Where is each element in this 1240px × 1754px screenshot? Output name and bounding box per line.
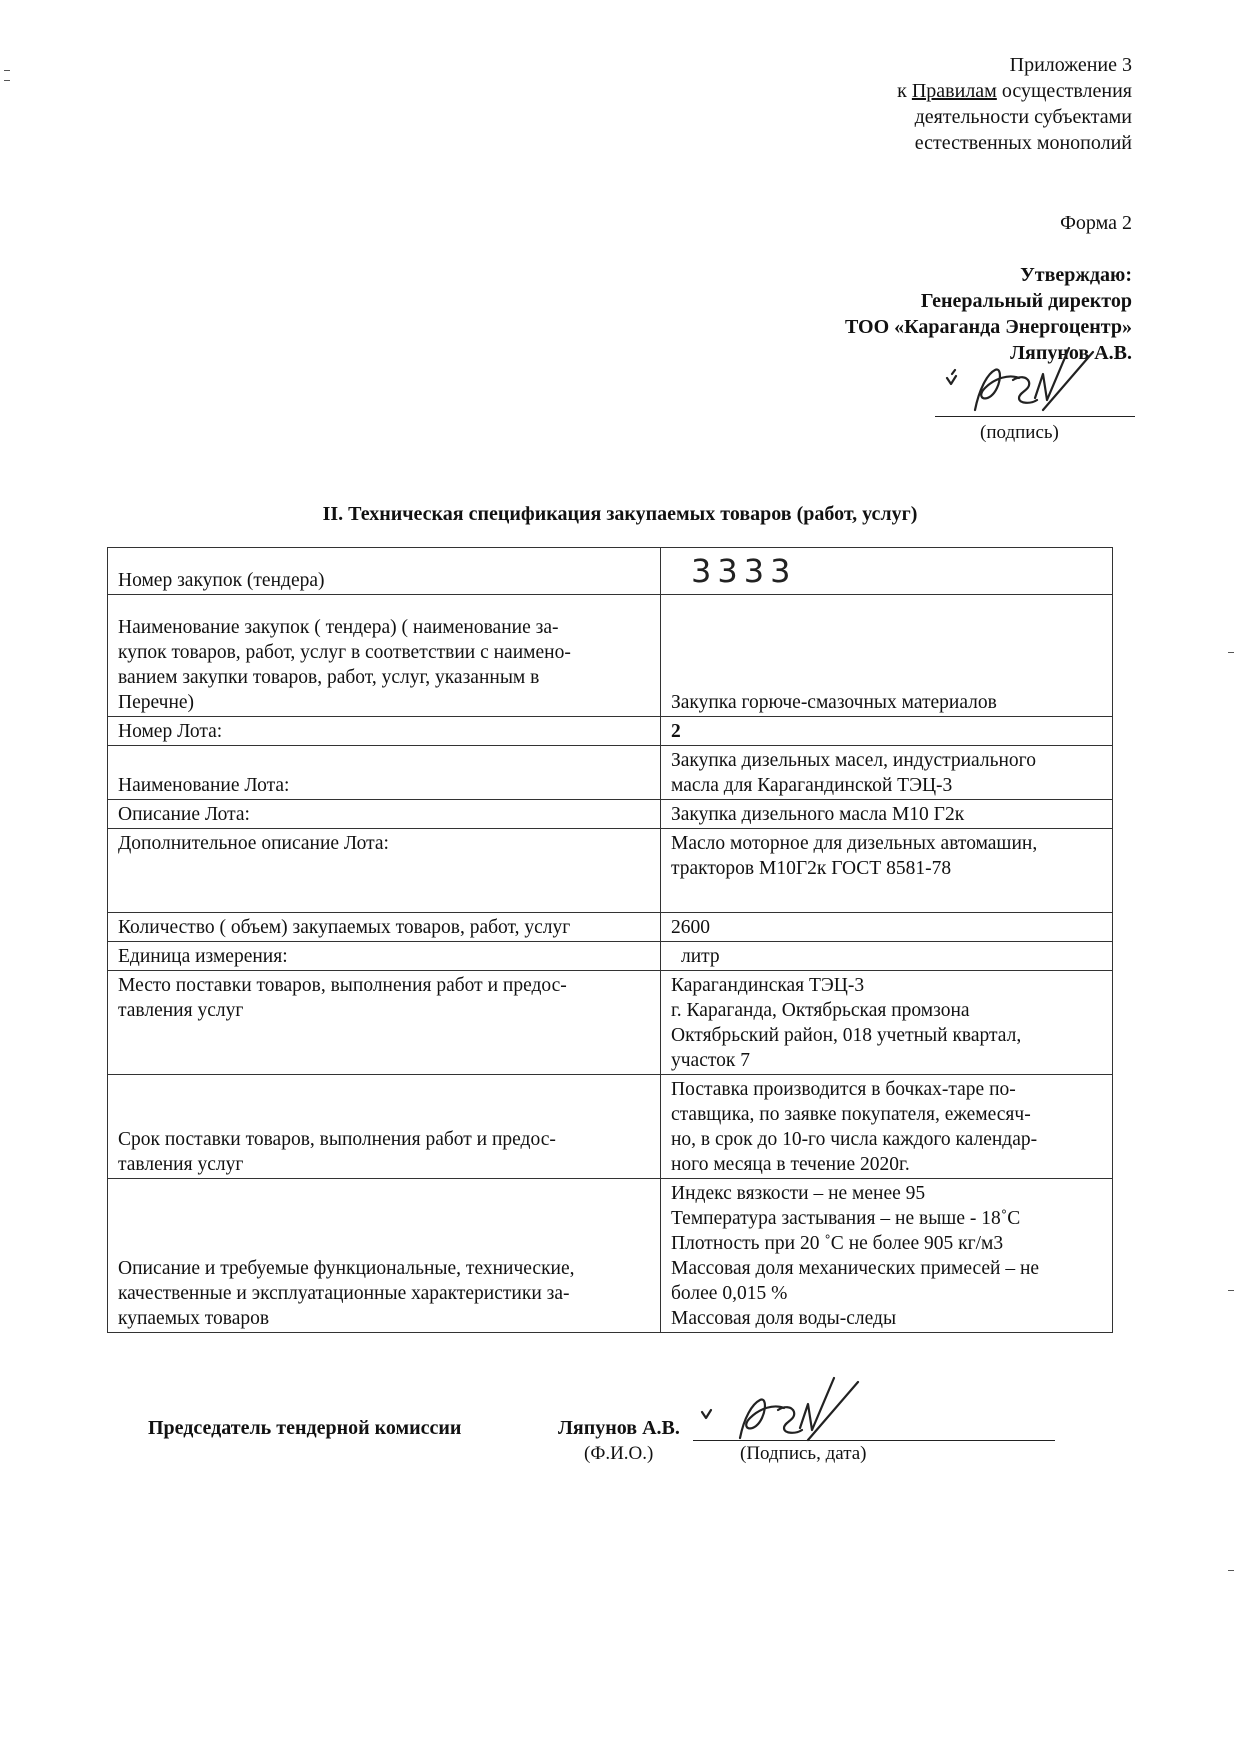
row-label: Описание Лота: <box>108 800 661 829</box>
row-label: Наименование Лота: <box>108 746 661 800</box>
appendix-line-4: естественных монополий <box>914 132 1132 154</box>
row-value-line: Плотность при 20 ˚С не более 905 кг/м3 <box>671 1233 1004 1254</box>
row-value-line: Массовая доля механических примесей – не <box>671 1258 1040 1279</box>
row-value-line: но, в срок до 10-го числа каждого календар- <box>671 1129 1038 1150</box>
table-row <box>108 829 1113 913</box>
row-label-line: купок товаров, работ, услуг в соответствии с наимено- <box>118 642 571 663</box>
row-value-line: Закупка дизельных масел, индустриального <box>671 750 1036 771</box>
director-signature <box>935 340 1115 435</box>
specification-table <box>107 547 1113 1333</box>
row-value: литр <box>661 942 1113 971</box>
row-label-line: купаемых товаров <box>118 1308 270 1329</box>
table-row <box>108 548 1113 595</box>
row-value: 2600 <box>661 913 1113 942</box>
row-label-line: Перечне) <box>118 692 195 713</box>
margin-mark <box>4 80 10 81</box>
table-row <box>108 595 1113 717</box>
row-value-line: г. Караганда, Октябрьская промзона <box>671 1000 970 1021</box>
table-row <box>108 1179 1113 1333</box>
rules-link: Правилам <box>911 80 997 102</box>
row-value <box>661 746 1113 800</box>
approval-line-3: ТОО «Караганда Энергоцентр» <box>844 316 1132 338</box>
row-value-line: более 0,015 % <box>671 1283 788 1304</box>
fio-caption: (Ф.И.О.) <box>584 1443 654 1464</box>
row-value: Закупка дизельного масла М10 Г2к <box>661 800 1113 829</box>
appendix-prefix: к <box>897 80 912 102</box>
commission-chair-label: Председатель тендерной комиссии <box>148 1417 462 1439</box>
table-row <box>108 913 1113 942</box>
row-value <box>661 971 1113 1075</box>
row-value-line: Поставка производится в бочках-таре по- <box>671 1079 1016 1100</box>
row-value-line: Октябрьский район, 018 учетный квартал, <box>671 1025 1022 1046</box>
form-label: Форма 2 <box>1060 212 1132 234</box>
row-label-line: Срок поставки товаров, выполнения работ и предос- <box>118 1129 556 1150</box>
row-label: Номер Лота: <box>108 717 661 746</box>
margin-mark <box>4 70 10 71</box>
table-row <box>108 717 1113 746</box>
sign-date-caption: (Подпись, дата) <box>740 1443 867 1464</box>
row-label <box>108 1179 661 1333</box>
document-title: II. Техническая спецификация закупаемых товаров (работ, услуг) <box>322 503 918 525</box>
row-label: Количество ( объем) закупаемых товаров, работ, услуг <box>108 913 661 942</box>
table-row <box>108 800 1113 829</box>
row-label: Номер закупок (тендера) <box>108 548 661 595</box>
approval-line-2: Генеральный директор <box>920 290 1132 312</box>
table-row <box>108 942 1113 971</box>
appendix-line-1: Приложение 3 <box>1009 54 1132 76</box>
row-value: 2 <box>661 717 1113 746</box>
margin-mark <box>1228 1290 1234 1291</box>
appendix-line-3: деятельности субъектами <box>914 106 1132 128</box>
row-value: Закупка горюче-смазочных материалов <box>661 595 1113 717</box>
row-label <box>108 595 661 717</box>
tender-number: 3333 <box>691 552 797 590</box>
table-row <box>108 746 1113 800</box>
row-label-line: качественные и эксплуатационные характеристики за- <box>118 1283 570 1304</box>
row-label <box>108 1075 661 1179</box>
row-label-line: ванием закупки товаров, работ, услуг, указанным в <box>118 667 540 688</box>
row-value <box>661 1075 1113 1179</box>
approval-line-4: Ляпунов А.В. <box>1010 342 1132 364</box>
appendix-line-2 <box>897 78 1132 104</box>
approval-line-1: Утверждаю: <box>1020 264 1132 286</box>
row-label: Единица измерения: <box>108 942 661 971</box>
row-value-line: Массовая доля воды-следы <box>671 1308 897 1329</box>
row-value-line: ного месяца в течение 2020г. <box>671 1154 910 1175</box>
row-label-line: тавления услуг <box>118 1154 244 1175</box>
signature-line <box>935 416 1135 417</box>
row-label-line: тавления услуг <box>118 1000 244 1021</box>
row-value-line: Масло моторное для дизельных автомашин, <box>671 833 1038 854</box>
row-label-line: Место поставки товаров, выполнения работ и предос- <box>118 975 567 996</box>
table-row <box>108 1075 1113 1179</box>
row-label-line: Описание и требуемые функциональные, технические, <box>118 1258 575 1279</box>
appendix-header <box>897 52 1132 156</box>
row-label: Дополнительное описание Лота: <box>108 829 661 913</box>
row-value-line: Карагандинская ТЭЦ-3 <box>671 975 865 996</box>
row-value-line: ставщика, по заявке покупателя, ежемесяч- <box>671 1104 1031 1125</box>
row-value-line: Индекс вязкости – не менее 95 <box>671 1183 926 1204</box>
row-value-line: тракторов М10Г2к ГОСТ 8581-78 <box>671 858 952 879</box>
margin-mark <box>1228 1570 1234 1571</box>
row-value <box>661 548 1113 595</box>
signature-caption: (подпись) <box>980 422 1059 443</box>
appendix-rest: осуществления <box>996 80 1132 102</box>
margin-mark <box>1228 652 1234 653</box>
row-value <box>661 1179 1113 1333</box>
row-label <box>108 971 661 1075</box>
row-value-line: Температура застывания – не выше - 18˚С <box>671 1208 1021 1229</box>
row-value-line: участок 7 <box>671 1050 750 1071</box>
row-value-line: масла для Карагандинской ТЭЦ-3 <box>671 775 953 796</box>
row-label-line: Наименование закупок ( тендера) ( наименование за- <box>118 617 559 638</box>
chair-name: Ляпунов А.В. <box>558 1417 680 1439</box>
table-row <box>108 971 1113 1075</box>
row-value <box>661 829 1113 913</box>
